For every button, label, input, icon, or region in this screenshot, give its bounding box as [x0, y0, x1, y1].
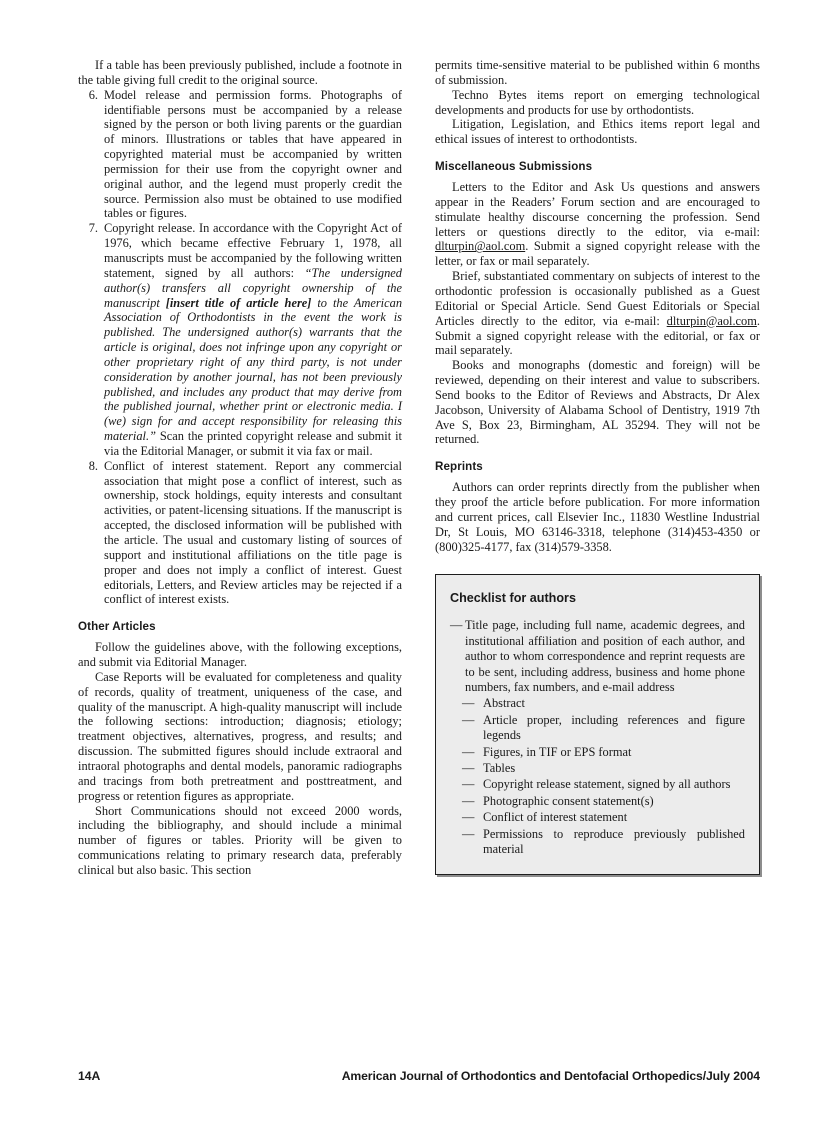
em-dash-icon: —	[462, 826, 475, 841]
left-column	[78, 58, 402, 1018]
paragraph-books-monographs: Books and monographs (domestic and foreign) will be reviewed, depending on their interest and value to subscribers. Send books to the Editor of Reviews and Abstracts, Dr Alex Jacobson, University of Alabama School of Dentistry, 1919 7th Ave S, Box 23, Birmingham, AL 35294. They will not be returned.	[435, 358, 760, 447]
paragraph-letters-to-editor	[435, 180, 760, 269]
paragraph-other-articles-1: Follow the guidelines above, with the following exceptions, and submit via Editorial Manager.	[78, 640, 402, 670]
journal-title-footer: American Journal of Orthodontics and Dentofacial Orthopedics/July 2004	[341, 1069, 760, 1083]
checklist-item-permissions	[450, 827, 745, 858]
item7-quote-insert-title: [insert title of article here]	[165, 295, 312, 310]
checklist-item-label: Photographic consent statement(s)	[483, 793, 654, 808]
checklist-item-conflict-of-interest	[450, 810, 745, 825]
heading-other-articles: Other Articles	[78, 620, 156, 634]
right-column	[435, 58, 760, 1018]
item7-tail: Scan the printed copyright release and submit it via the Editorial Manager, or submit it via fax or mail.	[104, 429, 402, 458]
checklist-item-label: Title page, including full name, academic degrees, and institutional affiliation and position of each author, and author to whom correspondence and reprint requests are to be sent, including address, business and home phone numbers, fax numbers, and e-mail address	[465, 618, 745, 694]
numbered-item-8	[78, 459, 402, 607]
checklist-item-tables	[450, 761, 745, 776]
em-dash-icon: —	[462, 760, 475, 775]
item-text-8: Conflict of interest statement. Report any commercial association that might pose a conflict of interest, such as ownership, stock holdings, equity interests and consultant activities, or patent-licensing situations. If the manuscript is accepted, the disclosed information will be published with the article. The usual and customary listing of sources of support and institutional affiliations on the title page is proper and does not imply a conflict of interest. Guest editorials, Letters, and Review articles may be rejected if a conflict of interest exists.	[104, 458, 402, 607]
checklist-item-photographic-consent	[450, 794, 745, 809]
em-dash-icon: —	[462, 712, 475, 727]
item7-quote	[104, 266, 402, 443]
page-number: 14A	[78, 1069, 101, 1083]
checklist-item-label: Abstract	[483, 696, 525, 711]
checklist-items	[450, 618, 745, 857]
item-number-7: 7.	[88, 221, 98, 236]
paragraph-litigation: Litigation, Legislation, and Ethics items report legal and ethical issues of interest to orthodontists.	[435, 117, 760, 147]
heading-miscellaneous-submissions: Miscellaneous Submissions	[435, 160, 593, 174]
checklist-item-copyright-release	[450, 777, 745, 792]
item7-quote-part1: “The undersigned author(s) transfers all copyright ownership of the manuscript	[104, 265, 402, 310]
checklist-item-article-proper	[450, 713, 745, 744]
checklist-item-title-page	[450, 618, 745, 695]
heading-reprints: Reprints	[435, 460, 483, 474]
checklist-title: Checklist for authors	[450, 591, 576, 606]
checklist-item-figures	[450, 745, 745, 760]
editor-email-link-2[interactable]: dlturpin@aol.com	[666, 313, 757, 328]
numbered-item-6	[78, 88, 402, 222]
em-dash-icon: —	[462, 744, 475, 759]
paragraph-other-articles-2: Case Reports will be evaluated for completeness and quality of records, quality of treatment, uniqueness of the case, and quality of the manuscript. A high-quality manuscript will include the following sections: introduction; diagnosis; etiology; treatment objectives, alternatives, progress, and results; and discussion. The submitted figures should include extraoral and intraoral photographs and dental models, panoramic radiographs and tracings from both pretreatment and posttreatment, and progress or retention figures as appropriate.	[78, 669, 402, 803]
paragraph-other-articles-3: Short Communications should not exceed 2000 words, including the bibliography, and should include a minimal number of figures or tables. Priority will be given to communications relating to primary research data, preferably clinical but also basic. This section	[78, 803, 402, 877]
item7-lead: Copyright release. In accordance with the Copyright Act of 1976, which became effective February 1, 1978, all manuscripts must be accompanied by the following written statement, signed by all authors:	[104, 221, 402, 280]
item7-quote-part2: to the American Association of Orthodontists in the event the work is published. The undersigned author(s) warrants that the article is original, does not infringe upon any copyright or other proprietary right of any third party, is not under consideration by another journal, has not been previously published, and includes any product that may derive from the published journal, whether print or electronic media. I (we) sign for and accept responsibility for releasing this material.”	[104, 295, 403, 444]
checklist-item-label: Conflict of interest statement	[483, 810, 628, 825]
letters-text-after-email: . Submit a signed copyright release with the letter, or fax or mail separately.	[435, 239, 760, 269]
paragraph-techno-bytes: Techno Bytes items report on emerging technological developments and products for use by orthodontists.	[435, 87, 760, 117]
checklist-for-authors-box	[435, 574, 760, 875]
numbered-item-7	[78, 221, 402, 459]
checklist-item-label: Article proper, including references and figure legends	[483, 712, 745, 743]
em-dash-icon: —	[462, 696, 475, 711]
em-dash-icon: —	[462, 793, 475, 808]
paragraph-reprints: Authors can order reprints directly from the publisher when they proof the article before publication. For more information and current prices, call Elsevier Inc., 11830 Westline Industrial Dr, St Louis, MO 63146-3318, telephone (314)453-4350 or (800)325-4177, fax (314)579-3358.	[435, 480, 760, 554]
commentary-text-before-email: Brief, substantiated commentary on subjects of interest to the orthodontic profession is occasionally published as a Guest Editorial or Special Article. Send Guest Editorials or Special Articles directly to the editor, via e-mail:	[435, 269, 760, 328]
paragraph-continued: permits time-sensitive material to be published within 6 months of submission.	[435, 58, 760, 87]
checklist-item-label: Permissions to reproduce previously published material	[483, 826, 745, 856]
checklist-item-abstract	[450, 696, 745, 711]
checklist-item-label: Copyright release statement, signed by all authors	[483, 777, 731, 792]
page-footer	[78, 1069, 760, 1083]
paragraph-table-footnote: If a table has been previously published, include a footnote in the table giving full credit to the original source.	[78, 58, 402, 87]
em-dash-icon: —	[450, 618, 463, 633]
em-dash-icon: —	[462, 777, 475, 792]
item-number-6: 6.	[88, 87, 98, 102]
editor-email-link-1[interactable]: dlturpin@aol.com	[435, 239, 526, 254]
item-number-8: 8.	[88, 458, 98, 473]
two-column-body	[78, 58, 760, 1018]
em-dash-icon: —	[462, 810, 475, 825]
paragraph-guest-editorials	[435, 269, 760, 358]
letters-text-before-email: Letters to the Editor and Ask Us questions and answers appear in the Readers’ Forum section and are encouraged to stimulate healthy discourse concerning the profession. Send letters or questions directly to the editor, via e-mail:	[435, 180, 760, 239]
checklist-item-label: Figures, in TIF or EPS format	[483, 744, 632, 759]
item-text-6: Model release and permission forms. Photographs of identifiable persons must be accompanied by a release signed by the person or both living parents or the guardian of minors. Illustrations or tables that have appeared in copyrighted material must be accompanied by written permission for their use from the copyright owner and original author, and the legend must properly credit the source. Permission also must be obtained to use modified tables or figures.	[104, 87, 402, 221]
checklist-item-label: Tables	[483, 760, 516, 775]
commentary-text-after-email: . Submit a signed copyright release with the editorial, or fax or mail separately.	[435, 313, 760, 358]
